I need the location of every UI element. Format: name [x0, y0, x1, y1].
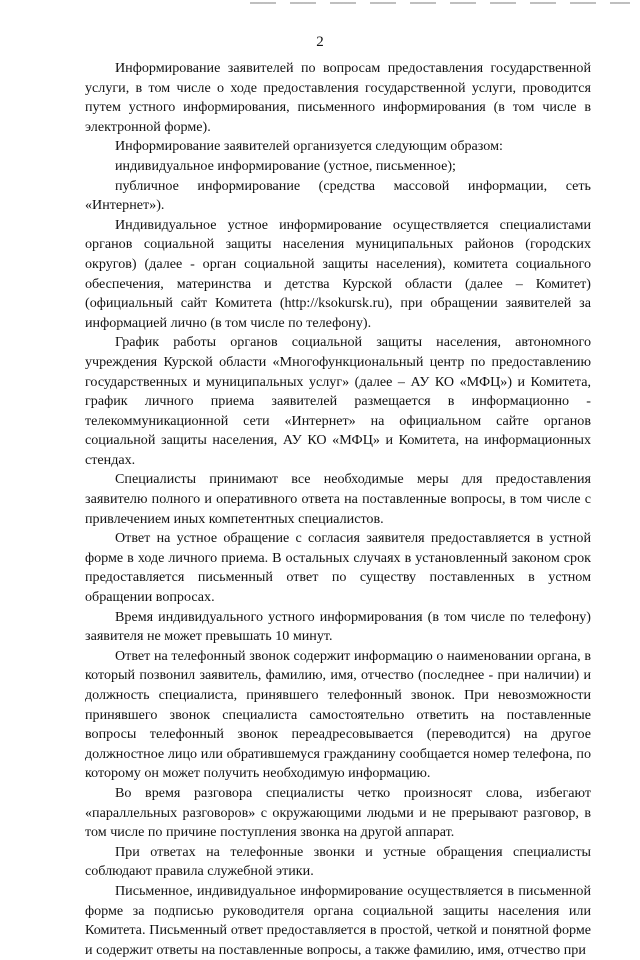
- paragraph-time-limit: Время индивидуального устного информирования (в том числе по телефону) заявителя не может превышать 10 минут.: [85, 608, 591, 645]
- paragraph-oral-answer: Ответ на устное обращение с согласия заявителя предоставляется в устной форме в ходе личного приема. В остальных случаях в установленный законом срок предоставляется письменный ответ по существу поставленных в устном обращении вопросах.: [85, 530, 591, 606]
- paragraph-public-informing: публичное информирование (средства массовой информации, сеть «Интернет»).: [85, 177, 591, 214]
- paragraph-organization: Информирование заявителей организуется следующим образом:: [115, 138, 503, 155]
- paragraph-phone-answer: Ответ на телефонный звонок содержит информацию о наименовании органа, в который позвонил заявитель, фамилию, имя, отчество (последнее - при наличии) и должность специалиста, принявшего телефонный звонок. При невозможности принявшего звонок специалиста самостоятельно ответить на поставленные вопросы телефонный звонок переадресовывается (переводится) на другое должностное лицо или обратившемуся гражданину сообщается номер телефона, по которому он может получить необходимую информацию.: [85, 647, 591, 782]
- paragraph-informing-methods: Информирование заявителей по вопросам предоставления государственной услуги, в том числе о ходе предоставления государственной услуги, проводится путем устного информирования, письменного информирования (в том числе в электронной форме).: [85, 60, 591, 135]
- paragraph-work-schedule: График работы органов социальной защиты населения, автономного учреждения Курской области «Многофункциональный центр по предоставлению государственных и муниципальных услуг» (далее – АУ КО «МФЦ») и Комитета, график личного приема заявителей размещается в информационно - телекоммуникационной сети «Интернет» на официальном сайте органов социальной защиты населения, АУ КО «МФЦ» и Комитета, на информационных стендах.: [85, 334, 591, 468]
- paragraph-individual-informing: индивидуальное информирование (устное, письменное);: [115, 157, 456, 174]
- paragraph-specialists-measures: Специалисты принимают все необходимые меры для предоставления заявителю полного и оперативного ответа на поставленные вопросы, в том числе с привлечением иных компетентных специалистов.: [85, 471, 591, 527]
- paragraph-written-informing: Письменное, индивидуальное информирование осуществляется в письменной форме за подписью руководителя органа социальной защиты населения или Комитета. Письменный ответ предоставляется в простой, четкой и понятной форме и содержит ответы на поставленные вопросы, а также фамилию, имя, отчество при: [85, 882, 591, 958]
- document-body: [85, 59, 591, 960]
- scan-top-edge-line: [250, 2, 630, 4]
- paragraph-conversation-rules: Во время разговора специалисты четко произносят слова, избегают «параллельных разговоров» с окружающими людьми и не прерывают разговор, в том числе по причине поступления звонка на другой аппарат.: [85, 784, 591, 841]
- paragraph-oral-informing: Индивидуальное устное информирование осуществляется специалистами органов социальной защиты населения муниципальных районов (городских округов) (далее - орган социальной защиты населения), комитета социального обеспечения, материнства и детства Курской области (далее – Комитет) (официальный сайт Комитета (http://ksokursk.ru), при обращении заявителей за информацией лично (в том числе по телефону).: [85, 216, 591, 331]
- paragraph-service-ethics: При ответах на телефонные звонки и устные обращения специалисты соблюдают правила служебной этики.: [85, 843, 591, 880]
- page-number: 2: [316, 34, 324, 50]
